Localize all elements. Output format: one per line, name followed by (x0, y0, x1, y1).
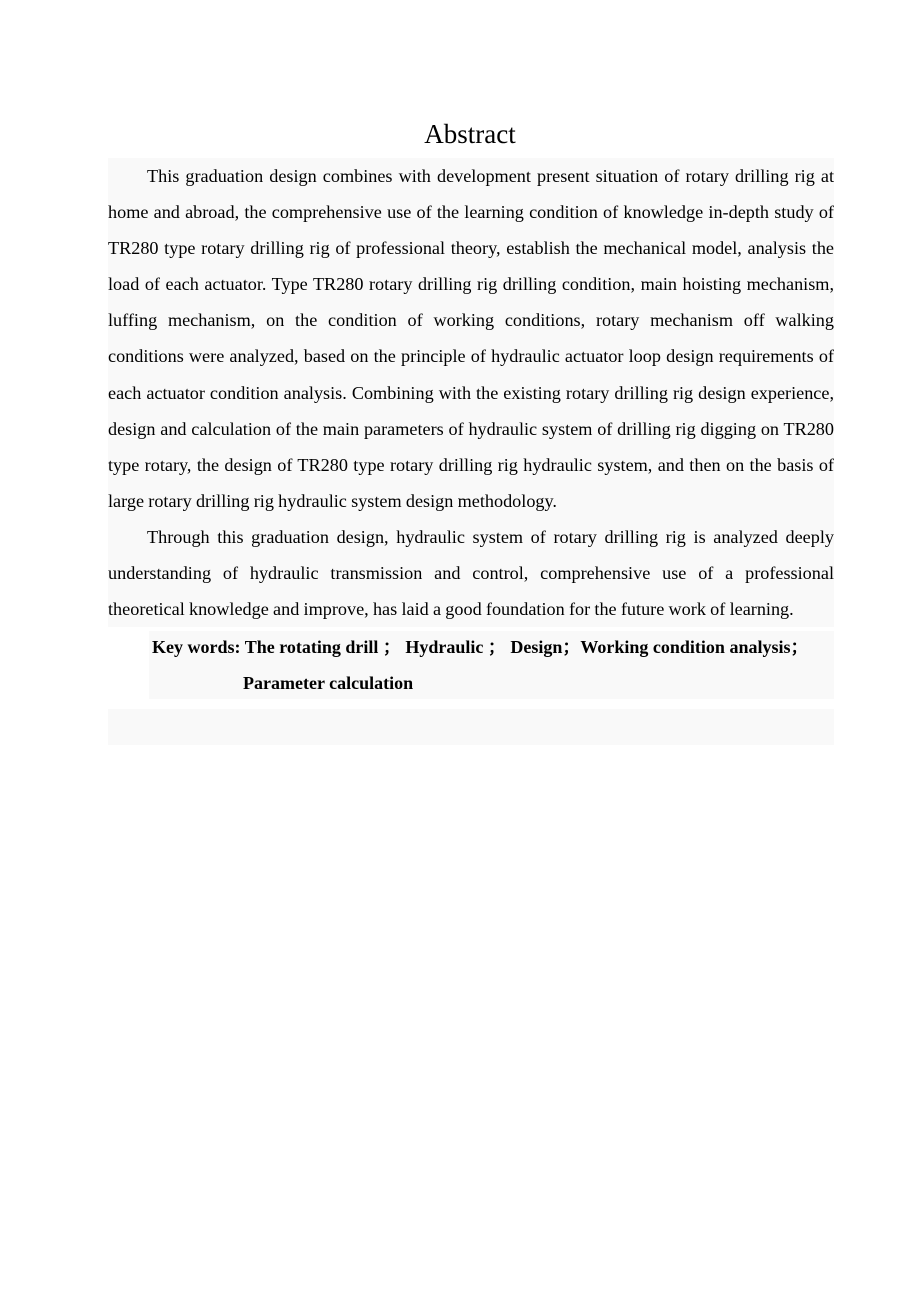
keywords-line-2 (243, 665, 413, 701)
keyword-separator: ； (790, 637, 809, 657)
keyword-separator: ； (562, 637, 581, 657)
abstract-paragraph-2: Through this graduation design, hydraulic system of rotary drilling rig is analyzed deeply understanding of hydraulic transmission and control, comprehensive use of a professional theoretical knowledge and improve, has laid a good foundation for the future work of learning. (108, 526, 834, 620)
empty-line-highlight (108, 709, 834, 745)
keyword-item: Working condition analysis (580, 637, 791, 657)
abstract-paragraph-1: This graduation design combines with development present situation of rotary drilling rig at home and abroad, the comprehensive use of the learning condition of knowledge in-depth study of TR280 type rotary drilling rig of professional theory, establish the mechanical model, analysis the load of each actuator. Type TR280 rotary drilling rig drilling condition, main hoisting mechanism, luffing mechanism, on the condition of working conditions, rotary mechanism off walking conditions were analyzed, based on the principle of hydraulic actuator loop design requirements of each actuator condition analysis. Combining with the existing rotary drilling rig design experience, design and calculation of the main parameters of hydraulic system of drilling rig digging on TR280 type rotary, the design of TR280 type rotary drilling rig hydraulic system, and then on the basis of large rotary drilling rig hydraulic system design methodology. (108, 166, 834, 511)
abstract-body (108, 158, 834, 627)
keywords-line-1 (152, 629, 808, 665)
keyword-separator: ； (378, 637, 406, 657)
keyword-item: Hydraulic (405, 637, 484, 657)
keyword-item: The rotating drill (244, 637, 379, 657)
keyword-item: Design (510, 637, 563, 657)
keyword-item: Parameter calculation (243, 673, 414, 693)
keyword-separator: ； (483, 637, 511, 657)
keywords-block (149, 631, 834, 699)
keywords-label: Key words: (152, 637, 241, 657)
page-title: Abstract (424, 119, 516, 149)
